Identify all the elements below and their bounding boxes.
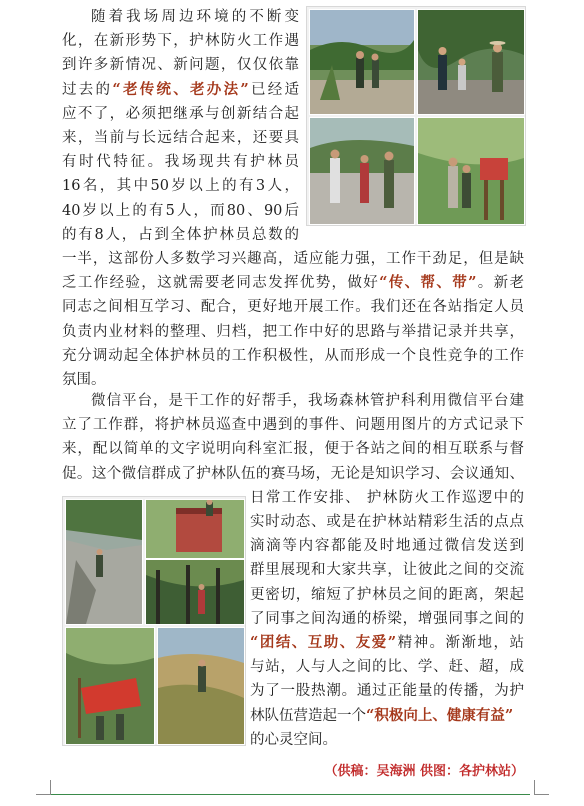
text-line (250, 537, 524, 555)
text-run: 精神。渐渐地，站 (396, 635, 525, 651)
text-line (91, 392, 524, 410)
text-run: 氛围。 (62, 372, 106, 388)
text-run: 了同事之间沟通的桥梁，增强同事之间的 (250, 610, 524, 627)
text-line (250, 634, 524, 652)
text-run: 过去的 (62, 81, 113, 98)
text-line (62, 56, 299, 74)
text-run: 有时代特征。我场现共有护林员 (62, 154, 299, 171)
text-line (62, 81, 299, 99)
bottom-photo-collage (62, 496, 246, 746)
photo-roadside-patrol (309, 9, 415, 115)
text-run: 负责内业材料的整理、归档，把工作中好的思路与举措记录并共享， (62, 323, 524, 340)
text-line (62, 371, 524, 389)
text-run: 微信平台，是干工作的好帮手，我场森林管护科利用微信平台建 (91, 393, 524, 409)
text-line (62, 153, 299, 171)
text-line (62, 226, 299, 244)
text-run: 16名，其中50岁以上的有3人， (62, 178, 299, 195)
text-line (62, 105, 299, 123)
text-line (62, 177, 299, 195)
text-line (250, 561, 524, 579)
footer-rule (50, 794, 530, 795)
text-run: 随着我场周边环境的不断变 (91, 9, 299, 25)
text-run: 乏工作经验，这就需要老同志发挥优势，做好 (62, 275, 380, 292)
text-run: 实时动态、或是在护林站精彩生活的点点 (250, 514, 524, 530)
text-line (62, 274, 524, 292)
top-photo-collage (306, 6, 526, 226)
text-line (62, 250, 524, 268)
text-line (250, 682, 524, 700)
text-run: 林队伍营造起一个 (250, 707, 366, 724)
corner-mark-right (534, 780, 549, 795)
text-line (250, 707, 524, 725)
photo-flag-team (65, 627, 155, 745)
text-run: 日常工作安排、 护林防火工作巡逻中的 (250, 489, 524, 506)
text-run: 为了一股热潮。通过正能量的传播，为护 (250, 683, 524, 700)
text-run: 同志之间相互学习、配合，更好地开展工作。我们还在各站指定人员 (62, 299, 524, 316)
text-line (62, 129, 299, 147)
credit-line: （供稿：吴海洲 供图：各护林站） (324, 764, 524, 779)
photo-hillside-patrol (157, 627, 245, 745)
text-run: 更密切，缩短了护林员之间的距离，架起 (250, 586, 524, 603)
text-run: 40岁以上的有5人，而80、90后 (62, 202, 299, 219)
text-run: 促。这个微信群成了护林队伍的赛马场，无论是知识学习、会议通知、 (62, 465, 524, 482)
photo-water-tower (145, 499, 245, 559)
text-run: 。新老 (476, 275, 525, 292)
text-line (250, 489, 524, 507)
text-line (62, 298, 524, 316)
photo-cliff-climb (65, 499, 143, 625)
photo-road-checkpoint (309, 117, 415, 225)
text-run: 应不了，必须把继承与创新结合起 (62, 105, 299, 122)
text-line (62, 465, 524, 483)
text-run: 滴滴等内容都能及时地通过微信发送到 (250, 538, 524, 555)
photo-leaflet-handout (417, 9, 525, 115)
text-run: 充分调动起全体护林员的工作积极性，从而形成一个良性竞争的工作 (62, 347, 524, 364)
text-run: 的心灵空间。 (250, 731, 337, 748)
text-line (62, 32, 299, 50)
text-run: 化，在新形势下，护林防火工作遇 (62, 33, 299, 50)
text-run: 到许多新情况、新问题，仅仅依靠 (62, 57, 299, 74)
text-line (250, 513, 524, 531)
text-run: 的有8人，占到全体护林员总数的 (62, 226, 299, 243)
text-line (250, 610, 524, 628)
text-line (62, 347, 524, 365)
text-run: 来，配以简单的文字说明向科室汇报，便于各站之间的相互联系与督 (62, 441, 524, 458)
text-line (62, 323, 524, 341)
corner-mark-left (36, 780, 51, 795)
text-line (91, 8, 299, 26)
text-line (250, 731, 524, 749)
text-line (62, 416, 524, 434)
photo-forest-checkpoint (417, 117, 525, 225)
text-line (250, 586, 524, 604)
emphasis-phrase: “积极向上、健康有益” (366, 706, 514, 724)
emphasis-phrase: “传、帮、带” (379, 274, 477, 292)
text-run: 立了工作群，将护林员巡查中遇到的事件、问题用图片的方式记录下 (62, 417, 524, 434)
text-line (62, 440, 524, 458)
text-line (62, 202, 299, 220)
photo-forest-trail (145, 559, 245, 625)
text-run: 一半，这部份人多数学习兴趣高，适应能力强，工作干劲足，但是缺 (62, 251, 524, 267)
text-run: 来，当前与长远结合起来，还要具 (62, 130, 299, 146)
emphasis-phrase: “团结、互助、友爱” (250, 634, 397, 651)
text-run: 已经适 (248, 81, 300, 98)
text-run: 与站，人与人之间的比、学、赶、超，成 (250, 659, 524, 676)
emphasis-phrase: “老传统、老办法” (112, 80, 249, 98)
text-line (250, 658, 524, 676)
text-run: 群里展现和大家共享，让彼此之间的交流 (250, 562, 524, 579)
